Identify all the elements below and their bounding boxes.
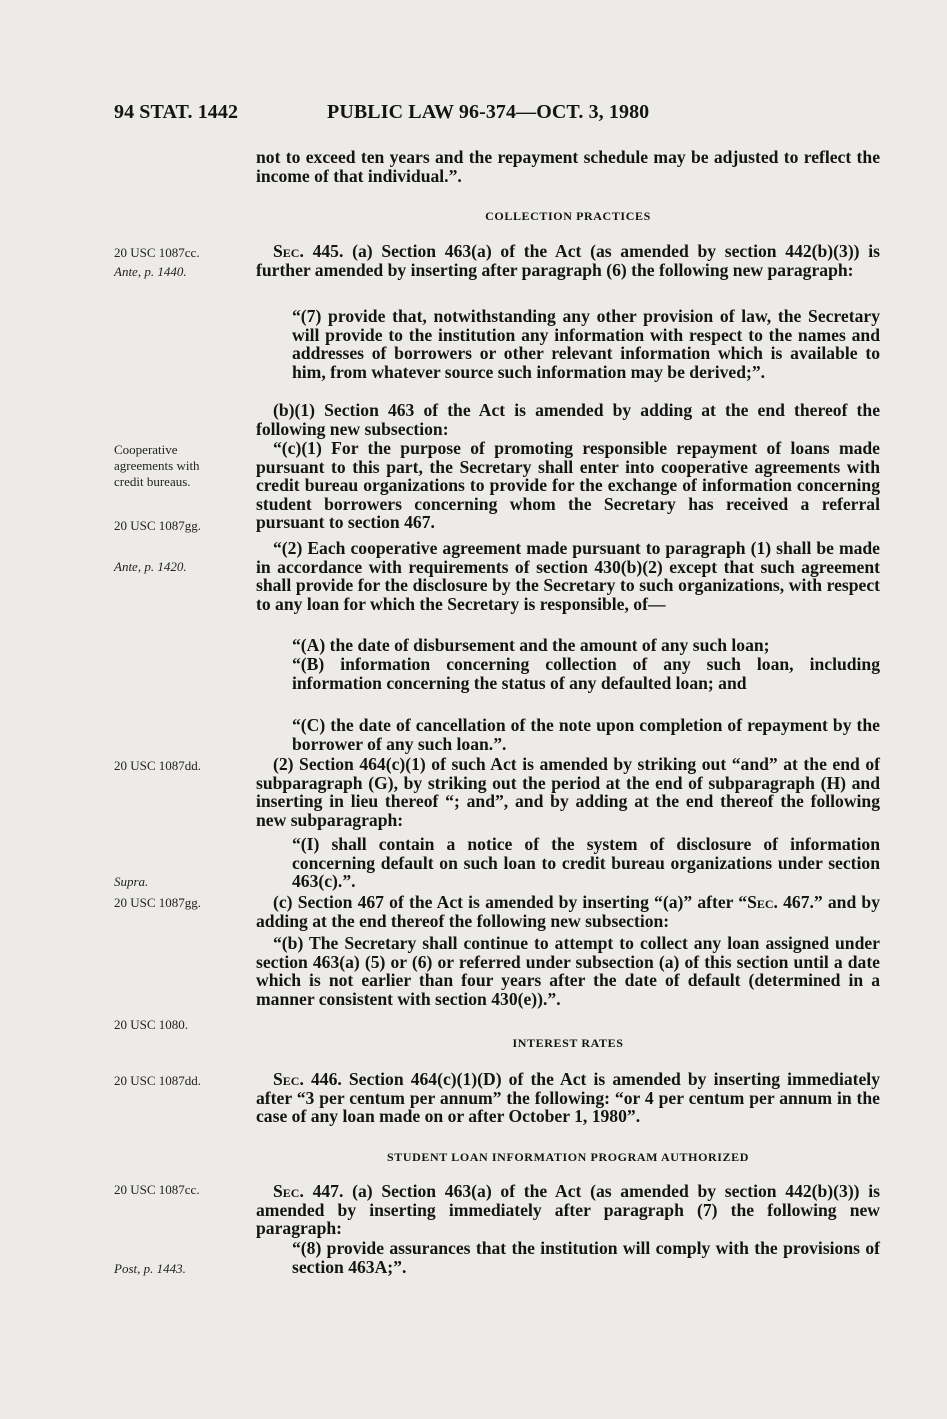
margin-note-ante: Ante, p. 1440.	[114, 264, 187, 279]
margin-note-usc: 20 USC 1080.	[114, 1017, 189, 1032]
margin-note-supra: Supra.	[114, 874, 149, 889]
section-heading: COLLECTION PRACTICES	[485, 209, 651, 223]
subsection-c2: “(2) Each cooperative agreement made pursuant to paragraph (1) shall be made in accordance with requirements of section 430(b)(2) except that such agreement shall provide for the disclosure by the Secretary to such organizations, with respect to any loan for which the Secretary is responsible, of—	[256, 538, 880, 614]
paragraph-continuation: not to exceed ten years and the repayment schedule may be adjusted to reflect the income of that individual.”.	[256, 147, 880, 186]
section-heading: STUDENT LOAN INFORMATION PROGRAM AUTHORIZED	[386, 1150, 750, 1164]
paragraph-b1: (b)(1) Section 463 of the Act is amended by adding at the end thereof the following new subsection:	[256, 400, 880, 439]
quoted-subsection-b: “(b) The Secretary shall continue to attempt to collect any loan assigned under section 463(a) (5) or (6) or referred under subsection (a) of this section until a date which is not earlier than four years after the date of default (determined in a manner consistent with section 430(e)).”.	[256, 933, 880, 1009]
paragraph-2: (2) Section 464(c)(1) of such Act is amended by striking out “and” at the end of subparagraph (G), by striking out the period at the end of subparagraph (H) and inserting in lieu thereof “; and”, and by adding at the end thereof the following new subparagraph:	[256, 754, 880, 830]
margin-note-usc: 20 USC 1087dd.	[114, 1073, 202, 1088]
clause-B: “(B) information concerning collection of any such loan, including information concerning the status of any defaulted loan; and	[292, 654, 880, 693]
quoted-subparagraph-I: “(I) shall contain a notice of the system of disclosure of information concerning default on such loan to credit bureau organizations under section 463(c).”.	[292, 834, 880, 892]
section-447: Sec. 447. (a) Section 463(a) of the Act (as amended by section 442(b)(3)) is amended by inserting immediately after paragraph (7) the following new paragraph:	[256, 1181, 880, 1239]
margin-note-usc: 20 USC 1087gg.	[114, 895, 202, 910]
quoted-paragraph-8: “(8) provide assurances that the institution will comply with the provisions of section 463A;”.	[292, 1238, 880, 1277]
margin-note-usc: 20 USC 1087cc.	[114, 1182, 200, 1197]
margin-note-cooperative-3: credit bureaus.	[114, 474, 191, 489]
paragraph-c: (c) Section 467 of the Act is amended by inserting “(a)” after “Sec. 467.” and by adding at the end thereof the following new subsection:	[256, 892, 880, 931]
page-citation: 94 STAT. 1442	[114, 101, 239, 123]
clause-C: “(C) the date of cancellation of the note upon completion of repayment by the borrower of any such loan.”.	[292, 715, 880, 754]
margin-note-usc: 20 USC 1087cc.	[114, 245, 200, 260]
margin-note-ante: Ante, p. 1420.	[114, 559, 187, 574]
margin-note-post: Post, p. 1443.	[114, 1261, 186, 1276]
margin-note-cooperative-2: agreements with	[114, 458, 200, 473]
quoted-paragraph-7: “(7) provide that, notwithstanding any other provision of law, the Secretary will provide to the institution any information with respect to the names and addresses of borrowers or other relevant information which is available to him, from whatever source such information may be derived;”.	[292, 306, 880, 382]
section-heading: INTEREST RATES	[512, 1036, 624, 1050]
running-header: PUBLIC LAW 96-374—OCT. 3, 1980	[327, 101, 650, 123]
margin-note-usc: 20 USC 1087dd.	[114, 758, 202, 773]
margin-note-usc: 20 USC 1087gg.	[114, 518, 202, 533]
section-445: Sec. 445. (a) Section 463(a) of the Act (as amended by section 442(b)(3)) is further amended by inserting after paragraph (6) the following new paragraph:	[256, 241, 880, 280]
clause-A: “(A) the date of disbursement and the amount of any such loan;	[292, 635, 770, 655]
margin-note-cooperative-1: Cooperative	[114, 442, 178, 457]
section-446: Sec. 446. Section 464(c)(1)(D) of the Act is amended by inserting immediately after “3 per centum per annum” the following: “or 4 per centum per annum in the case of any loan made on or after October 1, 1980”.	[256, 1069, 880, 1127]
subsection-c1: “(c)(1) For the purpose of promoting responsible repayment of loans made pursuant to this part, the Secretary shall enter into cooperative agreements with credit bureau organizations to provide for the exchange of information concerning student borrowers concerning whom the Secretary has received a referral pursuant to section 467.	[256, 438, 880, 533]
